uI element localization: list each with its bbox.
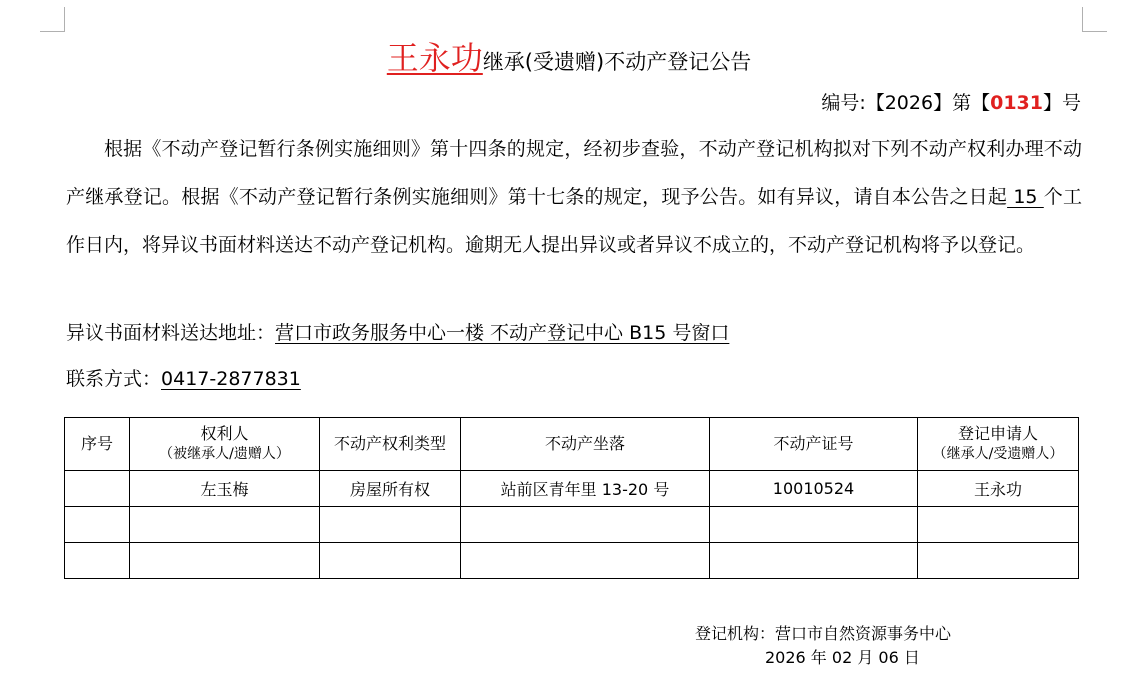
- cell-cert-no: [710, 543, 918, 579]
- table-row: [65, 543, 1079, 579]
- announcement-paragraph: [66, 125, 1082, 269]
- cell-location: [461, 543, 710, 579]
- serial-number-value: 0131: [990, 92, 1043, 114]
- header-holder-label: 权利人: [200, 424, 249, 443]
- page-title: [0, 36, 1138, 84]
- cell-index: [65, 507, 130, 543]
- cell-cert-no: [710, 507, 918, 543]
- cell-cert-no: 10010524: [710, 471, 918, 507]
- cell-index: [65, 543, 130, 579]
- address-label: 异议书面材料送达地址：: [66, 322, 276, 344]
- cell-right-type: [320, 543, 461, 579]
- cell-location: [461, 507, 710, 543]
- table-row: [65, 507, 1079, 543]
- header-location: 不动产坐落: [461, 418, 710, 471]
- serial-year: 2026: [884, 92, 934, 114]
- body-part1: 根据《不动产登记暂行条例实施细则》第十四条的规定，经初步查验，不动产登记机构拟对下列不动产权利办理不动产继承登记。根据《不动产登记暂行条例实施细则》第十七条的规定，现予公告。如有异议，请自本公告之日起: [66, 138, 1082, 208]
- serial-mid: 】第【: [933, 92, 991, 114]
- announcement-body: [66, 125, 1082, 269]
- title-suffix: 继承(受遗赠)不动产登记公告: [482, 50, 752, 74]
- header-holder: [130, 418, 320, 471]
- registration-table: [64, 417, 1079, 579]
- body-part2: 个工作日内，将异议书面材料送达不动产登记机构。逾期无人提出异议或者异议不成立的，不动产登记机构将予以登记。: [66, 186, 1082, 256]
- objection-days: 15: [1007, 186, 1044, 208]
- table-row: [65, 471, 1079, 507]
- announcement-date: 2026 年 02 月 06 日: [765, 648, 920, 667]
- table-header-row: [65, 418, 1079, 471]
- cell-applicant: [918, 507, 1079, 543]
- header-applicant-label: 登记申请人: [957, 424, 1038, 443]
- cell-applicant: [918, 543, 1079, 579]
- objection-address: [66, 318, 729, 348]
- address-value: 营口市政务服务中心一楼 不动产登记中心 B15 号窗口: [275, 322, 730, 344]
- serial-prefix: 编号:【: [821, 92, 885, 114]
- crop-mark-top-right: [1082, 7, 1107, 32]
- header-right-type: 不动产权利类型: [320, 418, 461, 471]
- cell-applicant: 王永功: [918, 471, 1079, 507]
- cell-location: 站前区青年里 13-20 号: [461, 471, 710, 507]
- contact-info: [66, 364, 307, 394]
- serial-suffix: 】号: [1042, 92, 1081, 114]
- crop-mark-top-left: [40, 7, 65, 32]
- cell-holder: [130, 507, 320, 543]
- header-applicant: [918, 418, 1079, 471]
- registration-agency: 登记机构：营口市自然资源事务中心: [695, 624, 952, 643]
- header-cert-no: 不动产证号: [710, 418, 918, 471]
- cell-holder: [130, 543, 320, 579]
- title-name: 王永功: [386, 39, 483, 77]
- cell-index: [65, 471, 130, 507]
- header-holder-note: （被继承人/遗赠人）: [159, 446, 290, 462]
- cell-holder: 左玉梅: [130, 471, 320, 507]
- contact-value: 0417-2877831: [161, 368, 301, 390]
- contact-label: 联系方式：: [66, 368, 162, 390]
- cell-right-type: [320, 507, 461, 543]
- cell-right-type: 房屋所有权: [320, 471, 461, 507]
- serial-number: [821, 88, 1081, 118]
- header-index: 序号: [65, 418, 130, 471]
- header-applicant-note: （继承人/受遗赠人）: [932, 446, 1064, 462]
